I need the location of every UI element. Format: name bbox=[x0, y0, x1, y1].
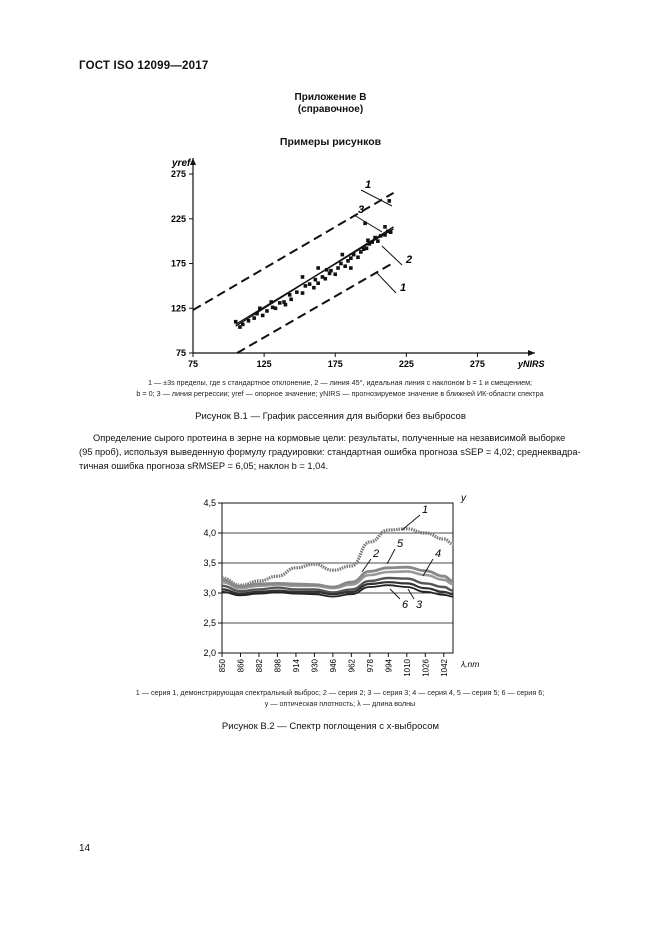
x-tick-label: 1010 bbox=[402, 659, 412, 677]
data-point bbox=[301, 275, 305, 279]
y-axis-arrow bbox=[190, 158, 196, 165]
x-tick-label: 962 bbox=[347, 659, 357, 673]
x-tick-label: 898 bbox=[273, 659, 283, 673]
data-point bbox=[333, 272, 337, 276]
x-tick-label: 930 bbox=[310, 659, 320, 673]
section-title: Примеры рисунков bbox=[279, 136, 382, 148]
x-tick-label: 994 bbox=[384, 659, 394, 673]
data-point bbox=[341, 253, 345, 257]
data-point bbox=[252, 316, 256, 320]
x-tick-label: 882 bbox=[254, 659, 264, 673]
data-point bbox=[389, 230, 393, 234]
y-tick-label: 225 bbox=[170, 213, 186, 224]
data-point bbox=[234, 320, 238, 324]
data-point bbox=[314, 278, 318, 282]
data-point bbox=[343, 264, 347, 268]
y-axis-label: yref bbox=[172, 158, 191, 169]
scatter-axes bbox=[171, 158, 545, 369]
x-tick-label: 978 bbox=[365, 659, 375, 673]
callout-leader bbox=[390, 589, 400, 599]
paragraph-line-1: Определение сырого протеина в зерне на кормовые цели: результаты, полученные на независимой выборке bbox=[93, 433, 566, 443]
data-point bbox=[308, 282, 312, 286]
data-point bbox=[329, 269, 333, 273]
callout-leader bbox=[408, 589, 414, 599]
figure2-note-2: y — оптическая плотность; λ — длина волны bbox=[264, 699, 416, 708]
y-tick-label: 125 bbox=[170, 303, 186, 314]
x-tick-label: 175 bbox=[327, 359, 343, 369]
x-tick-label: 1042 bbox=[439, 659, 449, 677]
callout-label: 5 bbox=[397, 538, 404, 550]
data-point bbox=[295, 290, 299, 294]
data-point bbox=[373, 236, 377, 240]
scatter-lines bbox=[193, 193, 394, 353]
callout-label: 3 bbox=[358, 204, 365, 216]
x-tick-label: 225 bbox=[398, 359, 414, 369]
plot-frame bbox=[222, 503, 453, 653]
y-tick-label: 275 bbox=[170, 169, 186, 180]
callout-label: 2 bbox=[373, 548, 380, 560]
data-point bbox=[316, 281, 320, 285]
y-tick-label: 3,5 bbox=[203, 558, 216, 568]
x-tick-label: 866 bbox=[236, 659, 246, 673]
y-tick-label: 4,0 bbox=[203, 528, 216, 538]
y-axis-label: y bbox=[461, 493, 466, 504]
y-tick-label: 4,5 bbox=[203, 498, 216, 508]
x-tick-label: 275 bbox=[469, 359, 485, 369]
paragraph-line-2: (95 проб), используя выведенную формулу градуировки: стандартная ошибка прогноза sSEP = 4,02; среднеквадра- bbox=[79, 447, 581, 457]
data-point bbox=[349, 266, 353, 270]
appendix-title: Приложение В bbox=[294, 92, 367, 103]
data-point bbox=[304, 284, 308, 288]
x-tick-label: 125 bbox=[256, 359, 272, 369]
data-point bbox=[258, 306, 262, 310]
callout-label: 3 bbox=[416, 599, 423, 611]
data-point bbox=[383, 233, 387, 237]
data-point bbox=[323, 277, 327, 281]
data-point bbox=[274, 306, 278, 310]
paragraph-line-3: тичная ошибка прогноза sRMSEP = 6,05; наклон b = 1,04. bbox=[79, 461, 329, 471]
callout-label: 1 bbox=[365, 179, 372, 191]
data-point bbox=[379, 234, 383, 238]
figure1-caption: Рисунок В.1 — График рассеяния для выборки без выбросов bbox=[195, 411, 466, 422]
callout-leader bbox=[382, 246, 402, 265]
spectrum-chart bbox=[190, 490, 500, 680]
document-header: ГОСТ ISO 12099—2017 bbox=[79, 60, 209, 72]
data-point bbox=[247, 319, 251, 323]
figure1-note-1: 1 — ±3s пределы, где s стандартное отклонение, 2 — линия 45°, идеальная линия с наклоном b = 1 и смещением; bbox=[147, 378, 533, 387]
x-tick-label: 946 bbox=[328, 659, 338, 673]
x-axis-arrow bbox=[528, 350, 535, 356]
page-number: 14 bbox=[79, 843, 91, 854]
x-tick-label: 1026 bbox=[421, 659, 431, 677]
y-tick-label: 2,0 bbox=[203, 648, 216, 658]
data-point bbox=[301, 291, 305, 295]
scatter-labels bbox=[354, 179, 412, 294]
data-point bbox=[241, 323, 245, 327]
appendix-subtitle: (справочное) bbox=[297, 104, 364, 115]
callout-label: 4 bbox=[435, 548, 442, 560]
data-point bbox=[356, 255, 360, 259]
data-point bbox=[255, 312, 259, 316]
y-tick-label: 175 bbox=[170, 258, 186, 269]
data-point bbox=[316, 266, 320, 270]
data-point bbox=[289, 298, 293, 302]
x-tick-label: 850 bbox=[218, 659, 227, 673]
data-point bbox=[349, 256, 353, 260]
series-5 bbox=[222, 567, 453, 587]
data-point bbox=[278, 301, 282, 305]
figure2-note-1: 1 — серия 1, демонстрирующая спектральный выброс; 2 — серия 2; 3 — серия 3; 4 — серия 4, 5 — серия 5; 6 — серия 6; bbox=[135, 688, 545, 697]
data-point bbox=[325, 268, 329, 272]
figure2-caption: Рисунок В.2 — Спектр поглощения с x-выбросом bbox=[221, 721, 440, 732]
data-point bbox=[261, 314, 265, 318]
scatter-chart bbox=[160, 150, 545, 372]
data-point bbox=[339, 262, 343, 266]
callout-leader bbox=[387, 549, 395, 564]
callout-leader bbox=[402, 515, 420, 530]
data-point bbox=[269, 300, 273, 304]
x-axis-label: yNIRS bbox=[518, 359, 545, 369]
data-point bbox=[366, 238, 370, 242]
x-tick-label: 75 bbox=[187, 359, 199, 369]
callout-leader bbox=[354, 215, 382, 232]
spectrum-labels bbox=[362, 504, 441, 611]
data-point bbox=[284, 303, 288, 307]
x-axis-label: λ,nm bbox=[461, 659, 480, 669]
callout-label: 1 bbox=[422, 504, 429, 516]
data-point bbox=[336, 266, 340, 270]
callout-label: 2 bbox=[406, 254, 413, 266]
y-tick-label: 3,0 bbox=[203, 588, 216, 598]
callout-label: 1 bbox=[400, 282, 407, 294]
data-point bbox=[376, 239, 380, 243]
series-1 bbox=[222, 529, 453, 585]
data-point bbox=[352, 253, 356, 257]
figure1-note-2: b = 0; 3 — линия регрессии; yref — опорное значение; yNIRS — прогнозируемое значение в ближней ИК-области спектра bbox=[136, 389, 544, 398]
data-point bbox=[383, 225, 387, 229]
x-tick-label: 914 bbox=[291, 659, 301, 673]
data-point bbox=[370, 240, 374, 244]
data-point bbox=[265, 309, 269, 313]
data-point bbox=[288, 293, 292, 297]
y-tick-label: 2,5 bbox=[203, 618, 216, 628]
data-point bbox=[312, 286, 316, 290]
callout-label: 6 bbox=[402, 599, 409, 611]
data-point bbox=[387, 199, 391, 203]
y-tick-label: 75 bbox=[175, 348, 186, 358]
callout-leader bbox=[376, 272, 396, 293]
data-point bbox=[365, 247, 369, 251]
